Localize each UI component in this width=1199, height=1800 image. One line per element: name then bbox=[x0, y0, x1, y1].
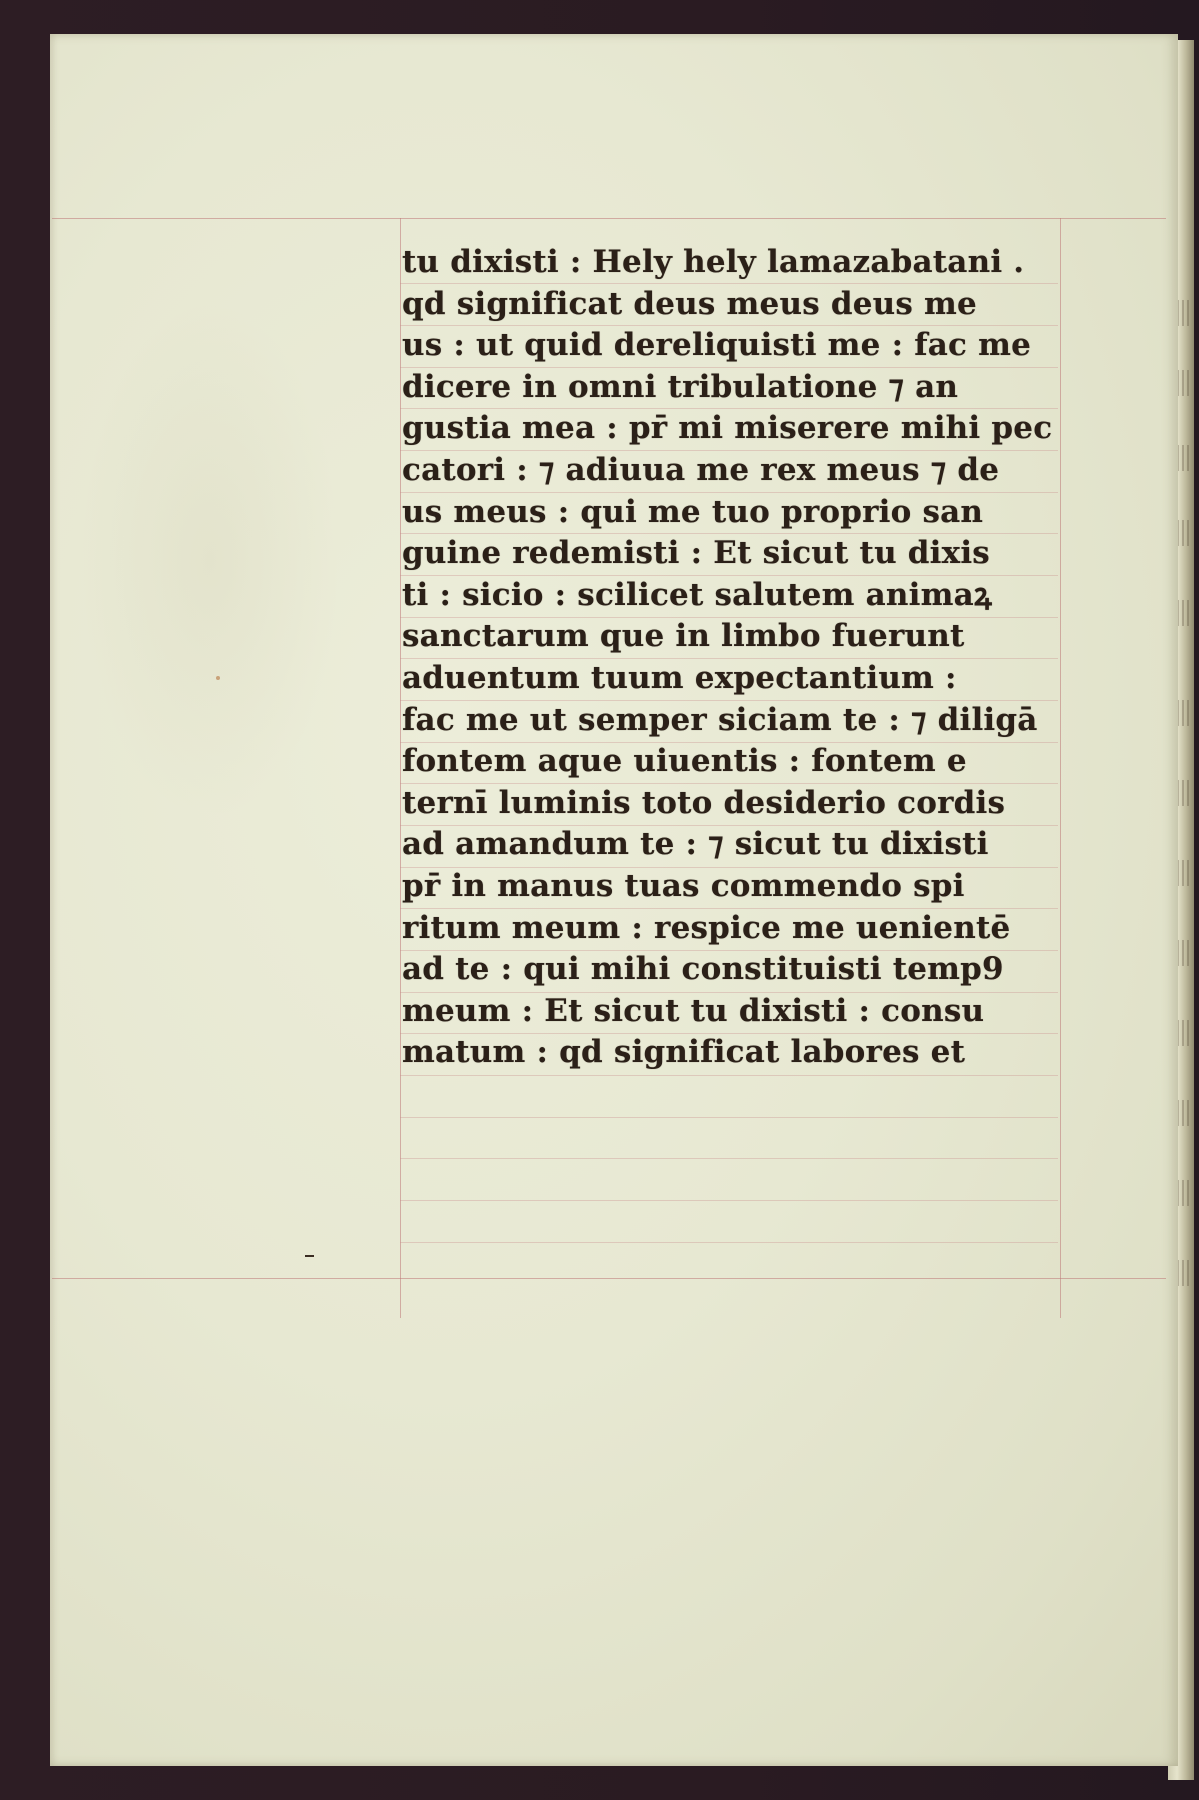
text-line: ad amandum te : ⁊ sicut tu dixisti bbox=[402, 826, 989, 863]
text-line: meum : Et sicut tu dixisti : consu bbox=[402, 992, 985, 1029]
text-line: ad te : qui mihi constituisti temp9 bbox=[402, 951, 1004, 988]
ruling-bottom bbox=[52, 1278, 1166, 1279]
text-line: ti : sicio : scilicet salutem animaꝝ bbox=[402, 576, 992, 613]
ruling-line bbox=[400, 1200, 1058, 1201]
text-line: sanctarum que in limbo fuerunt bbox=[402, 618, 965, 655]
text-line: qd significat deus meus deus me bbox=[402, 285, 977, 322]
text-line: fac me ut semper siciam te : ⁊ diligā bbox=[402, 701, 1038, 738]
text-line: aduentum tuum expectantium : bbox=[402, 659, 957, 696]
parchment-stain bbox=[80, 300, 340, 820]
ruling-top bbox=[52, 218, 1166, 219]
text-line: dicere in omni tribulatione ⁊ an bbox=[402, 368, 959, 405]
margin-mark bbox=[305, 1255, 314, 1257]
ruling-line bbox=[400, 1242, 1058, 1243]
text-column bbox=[402, 242, 1082, 1074]
text-line: catori : ⁊ adiuua me rex meus ⁊ de bbox=[402, 451, 1000, 488]
text-line: guine redemisti : Et sicut tu dixis bbox=[402, 535, 990, 572]
text-line: tu dixisti : Hely hely lamazabatani . bbox=[402, 244, 1025, 280]
text-line: ternī luminis toto desiderio cordis bbox=[402, 784, 1006, 821]
text-line: fontem aque uiuentis : fontem e bbox=[402, 743, 967, 780]
parchment-speck bbox=[216, 676, 220, 680]
ruling-line bbox=[400, 1075, 1058, 1076]
text-line: pr̄ in manus tuas commendo spi bbox=[402, 867, 965, 904]
text-line: gustia mea : pr̄ mi miserere mihi pec bbox=[402, 410, 1053, 447]
text-line: us meus : qui me tuo proprio san bbox=[402, 493, 984, 530]
ruling-line bbox=[400, 1158, 1058, 1159]
text-line: matum : qd significat labores et bbox=[402, 1034, 966, 1071]
text-line: ritum meum : respice me uenientē bbox=[402, 909, 1011, 946]
ruling-line bbox=[400, 1117, 1058, 1118]
ruling-left bbox=[400, 218, 401, 1318]
text-line: us : ut quid dereliquisti me : fac me bbox=[402, 327, 1032, 364]
